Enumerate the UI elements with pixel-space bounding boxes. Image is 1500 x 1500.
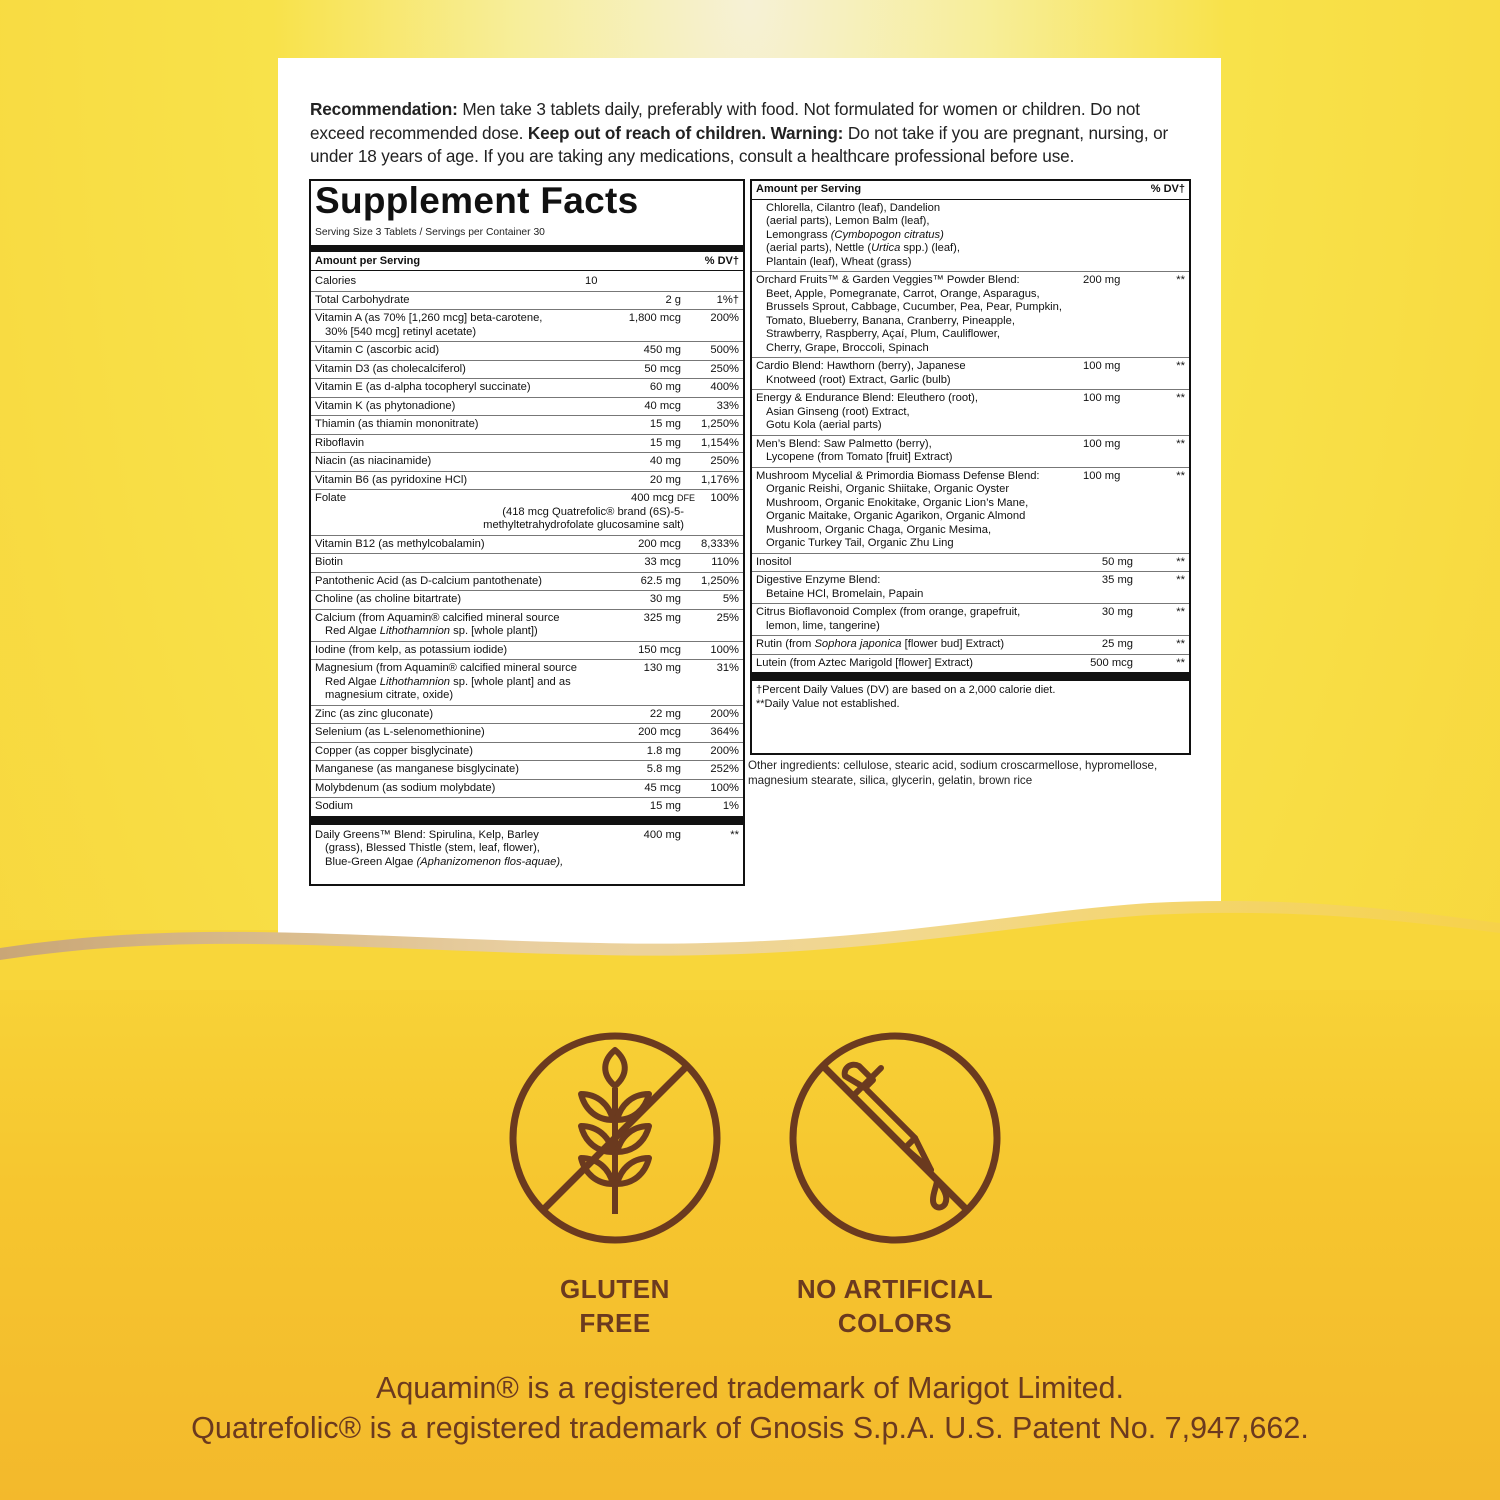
nutrient-row: Rutin (from Sophora japonica [flower bud] Extract) 25 mg ** bbox=[752, 636, 1189, 655]
nutrient-row: Vitamin D3 (as cholecalciferol) 50 mcg 250% bbox=[311, 361, 743, 380]
panel-title: Supplement Facts bbox=[315, 180, 639, 221]
trademark-line: Aquamin® is a registered trademark of Marigot Limited. bbox=[375, 1371, 1124, 1405]
panel-footnote: †Percent Daily Values (DV) are based on a 2,000 calorie diet. **Daily Value not established. bbox=[756, 684, 1056, 710]
blend-row: Energy & Endurance Blend: Eleuthero (root), Asian Ginseng (root) Extract, Gotu Kola (aerial parts) 100 mg ** bbox=[752, 390, 1189, 436]
nutrient-row: Vitamin K (as phytonadione) 40 mcg 33% bbox=[311, 398, 743, 417]
nutrient-row-folate: Folate 400 mcg DFE 100% (418 mcg Quatrefolic® brand (6S)-5- methyltetrahydrofolate glucosamine salt) bbox=[311, 490, 743, 536]
nutrient-row: Calcium (from Aquamin® calcified mineral source Red Algae Lithothamnion sp. [whole plant]) 325 mg 25% bbox=[311, 610, 743, 642]
blend-row: Orchard Fruits™ & Garden Veggies™ Powder Blend: Beet, Apple, Pomegranate, Carrot, Orange, Asparagus, Brussels Sprout, Cabbage, Cucumber, Pea, Pear, Pumpkin, Tomato, Blueberry, Banana, Cranberry, Pineapple, Strawberry, Raspberry, Açaí, Plum, Cauliflower, Cherry, Grape, Broccoli, Spinach 200 mg ** bbox=[752, 272, 1189, 358]
nutrient-row: Lutein (from Aztec Marigold [flower] Extract) 500 mcg ** bbox=[756, 656, 1185, 669]
nutrient-row: Magnesium (from Aquamin® calcified mineral source Red Algae Lithothamnion sp. [whole plant] and as magnesium citrate, oxide) 130 mg 31% bbox=[311, 660, 743, 706]
blend-row: Digestive Enzyme Blend: Betaine HCl, Bromelain, Papain 35 mg ** bbox=[752, 572, 1189, 604]
nutrient-row: Choline (as choline bitartrate) 30 mg 5% bbox=[311, 591, 743, 610]
column-header: Amount per Serving % DV† bbox=[752, 181, 1189, 200]
trademark-line: Quatrefolic® is a registered trademark of Gnosis S.p.A. U.S. Patent No. 7,947,662. bbox=[191, 1411, 1309, 1445]
nutrient-row: Manganese (as manganese bisglycinate) 5.8 mg 252% bbox=[311, 761, 743, 780]
decorative-wave bbox=[0, 880, 1500, 990]
other-ingredients: Other ingredients: cellulose, stearic acid, sodium croscarmellose, hypromellose, magnesium stearate, silica, glycerin, gelatin, brown rice bbox=[748, 759, 1158, 787]
nutrient-row: Vitamin C (ascorbic acid) 450 mg 500% bbox=[311, 342, 743, 361]
gluten-free-label: GLUTEN FREE bbox=[560, 1274, 670, 1338]
nutrient-row: Vitamin E (as d-alpha tocopheryl succinate) 60 mg 400% bbox=[311, 379, 743, 398]
supplement-facts-panel-left bbox=[309, 179, 745, 886]
nutrient-row: Copper (as copper bisglycinate) 1.8 mg 200% bbox=[311, 743, 743, 762]
blend-row: Daily Greens™ Blend: Spirulina, Kelp, Barley (grass), Blessed Thistle (stem, leaf, flower), Blue-Green Algae (Aphanizomenon flos-aquae), 400 mg ** bbox=[315, 828, 739, 868]
nutrient-row: Pantothenic Acid (as D-calcium pantothenate) 62.5 mg 1,250% bbox=[311, 573, 743, 592]
nutrient-row: Vitamin A (as 70% [1,260 mcg] beta-carotene, 30% [540 mcg] retinyl acetate) 1,800 mcg 200% bbox=[311, 310, 743, 342]
blend-row: Chlorella, Cilantro (leaf), Dandelion (aerial parts), Lemon Balm (leaf), Lemongrass (Cymbopogon citratus) (aerial parts), Nettle (Urtica spp.) (leaf), Plantain (leaf), Wheat (grass) bbox=[752, 200, 1189, 273]
blend-row: Men’s Blend: Saw Palmetto (berry), Lycopene (from Tomato [fruit] Extract) 100 mg ** bbox=[752, 436, 1189, 468]
serving-size: Serving Size 3 Tablets / Servings per Container 30 bbox=[315, 227, 545, 238]
nutrient-row: Riboflavin 15 mg 1,154% bbox=[311, 435, 743, 454]
recommendation-text: Recommendation: Men take 3 tablets daily, preferably with food. Not formulated for women or children. Do not exceed recommended dose. Keep out of reach of children. Warning: Do not take if you are pregnant, nursing, or under 18 years of age. If you are taking any medications, consult a healthcare professional before use. bbox=[310, 99, 1169, 166]
blend-row: Cardio Blend: Hawthorn (berry), Japanese Knotweed (root) Extract, Garlic (bulb) 100 mg ** bbox=[752, 358, 1189, 390]
wheat-crossed-icon bbox=[505, 1028, 725, 1248]
nutrient-row: Total Carbohydrate 2 g 1%† bbox=[311, 292, 743, 311]
nutrient-row: Biotin 33 mcg 110% bbox=[311, 554, 743, 573]
blend-row: Mushroom Mycelial & Primordia Biomass Defense Blend: Organic Reishi, Organic Shiitake, Organic Oyster Mushroom, Organic Enokitake, Organic Lion’s Mane, Organic Maitake, Organic Agarikon, Organic Almond Mushroom, Organic Chaga, Organic Mesima, Organic Turkey Tail, Organic Zhu Ling 100 mg ** bbox=[752, 468, 1189, 554]
column-header: Amount per Serving % DV† bbox=[311, 252, 743, 272]
divider-bar bbox=[311, 816, 743, 825]
nutrient-row: Molybdenum (as sodium molybdate) 45 mcg 100% bbox=[311, 780, 743, 799]
nutrient-row: Iodine (from kelp, as potassium iodide) 150 mcg 100% bbox=[311, 642, 743, 661]
blend-row: Citrus Bioflavonoid Complex (from orange, grapefruit, lemon, lime, tangerine) 30 mg ** bbox=[752, 604, 1189, 636]
nutrient-row: Vitamin B6 (as pyridoxine HCl) 20 mg 1,176% bbox=[311, 472, 743, 491]
nutrient-row: Vitamin B12 (as methylcobalamin) 200 mcg 8,333% bbox=[311, 536, 743, 555]
nutrient-row: Calories 10 bbox=[311, 271, 743, 292]
dropper-crossed-icon bbox=[785, 1028, 1005, 1248]
no-artificial-colors-label: NO ARTIFICIAL COLORS bbox=[796, 1274, 994, 1338]
divider-bar bbox=[752, 672, 1189, 681]
nutrient-row: Thiamin (as thiamin mononitrate) 15 mg 1,250% bbox=[311, 416, 743, 435]
nutrient-row: Niacin (as niacinamide) 40 mg 250% bbox=[311, 453, 743, 472]
nutrient-row: Selenium (as L-selenomethionine) 200 mcg 364% bbox=[311, 724, 743, 743]
nutrient-row: Sodium 15 mg 1% bbox=[315, 800, 739, 812]
nutrient-row: Inositol 50 mg ** bbox=[752, 554, 1189, 573]
supplement-facts-panel-right bbox=[750, 179, 1191, 755]
divider-bar bbox=[311, 245, 743, 252]
nutrient-row: Zinc (as zinc gluconate) 22 mg 200% bbox=[311, 706, 743, 725]
